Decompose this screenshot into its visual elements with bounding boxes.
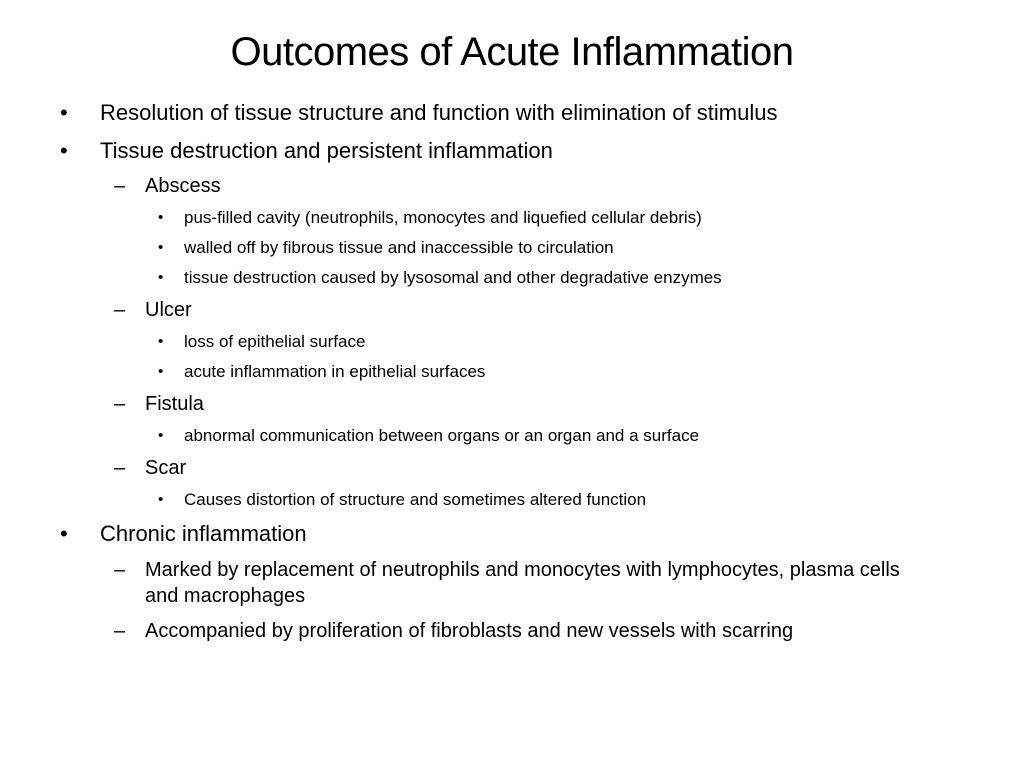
- sub-item-text: Fistula: [145, 393, 204, 415]
- bullet-text: Chronic inflammation: [100, 521, 307, 546]
- bullet-marker: •: [158, 209, 164, 226]
- bullet-marker: •: [158, 363, 164, 380]
- dash-marker: –: [114, 299, 126, 321]
- detail-text: walled off by fibrous tissue and inaccessible to circulation: [184, 238, 614, 257]
- dash-marker: –: [114, 559, 126, 581]
- bullet-marker: •: [60, 138, 68, 163]
- bullet-marker: •: [158, 333, 164, 350]
- detail-text: abnormal communication between organs or an organ and a surface: [184, 426, 700, 445]
- sub-item-text: Scar: [145, 457, 187, 479]
- bullet-marker: •: [60, 100, 68, 125]
- sub-item-text: Abscess: [145, 175, 221, 197]
- dash-marker: –: [114, 457, 126, 479]
- dash-marker: –: [114, 393, 126, 415]
- dash-marker: –: [114, 175, 126, 197]
- detail-text: acute inflammation in epithelial surfaces: [184, 362, 486, 381]
- slide-title: Outcomes of Acute Inflammation: [230, 30, 794, 74]
- sub-item-text: Marked by replacement of neutrophils and monocytes with lymphocytes, plasma cells and macrophages: [145, 559, 900, 607]
- bullet-marker: •: [158, 491, 164, 508]
- sub-item-text: Ulcer: [145, 299, 192, 321]
- bullet-marker: •: [158, 239, 164, 256]
- detail-text: Causes distortion of structure and sometimes altered function: [184, 490, 647, 509]
- dash-marker: –: [114, 620, 126, 642]
- sub-item-text: Accompanied by proliferation of fibroblasts and new vessels with scarring: [145, 620, 794, 642]
- bullet-text: Resolution of tissue structure and function with elimination of stimulus: [100, 100, 778, 125]
- detail-text: loss of epithelial surface: [184, 332, 366, 351]
- bullet-marker: •: [158, 427, 164, 444]
- bullet-marker: •: [60, 521, 68, 546]
- bullet-text: Tissue destruction and persistent inflammation: [100, 138, 553, 163]
- detail-text: pus-filled cavity (neutrophils, monocytes and liquefied cellular debris): [184, 208, 702, 227]
- detail-text: tissue destruction caused by lysosomal and other degradative enzymes: [184, 268, 722, 287]
- bullet-marker: •: [158, 269, 164, 286]
